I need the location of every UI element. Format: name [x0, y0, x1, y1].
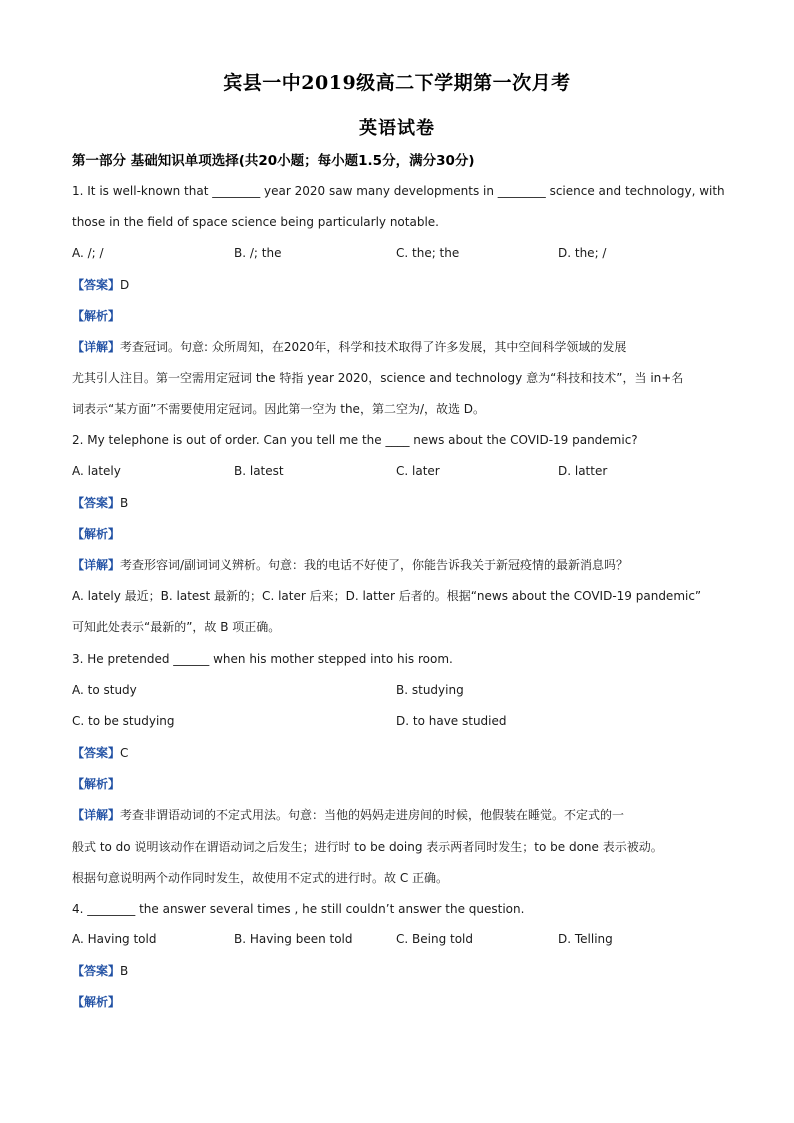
question-1-detail-line-1: [72, 339, 626, 355]
question-1-option-a: A. /; /: [72, 246, 104, 260]
detail-tag: 【详解】: [72, 340, 121, 354]
question-2-option-d: D. latter: [558, 464, 608, 478]
question-2-detail-line-1: [72, 557, 628, 573]
question-1-option-c: C. the; the: [396, 246, 460, 260]
answer-value: B: [120, 496, 129, 510]
question-3-option-c: C. to be studying: [72, 714, 175, 728]
analysis-tag: 【解析】: [72, 777, 121, 791]
question-4-option-d: D. Telling: [558, 932, 613, 946]
question-3-detail-line-2: 般式 to do 说明该动作在谓语动词之后发生；进行时 to be doing 表示两者同时发生；to be done 表示被动。: [72, 840, 663, 854]
answer-value: B: [120, 964, 129, 978]
question-3-detail-line-3: 根据句意说明两个动作同时发生，故使用不定式的进行时。故 C 正确。: [72, 871, 449, 885]
answer-tag: 【答案】: [72, 496, 121, 510]
question-2-stem: 2. My telephone is out of order. Can you tell me the ____ news about the COVID-19 pandemic?: [72, 433, 638, 447]
question-3-option-a: A. to study: [72, 683, 137, 697]
section-heading: 第一部分 基础知识单项选择(共20小题；每小题1.5分，满分30分): [72, 153, 475, 169]
answer-tag: 【答案】: [72, 964, 121, 978]
question-1-option-b: B. /; the: [234, 246, 282, 260]
question-4-option-c: C. Being told: [396, 932, 473, 946]
exam-subtitle: 英语试卷: [359, 118, 435, 139]
analysis-tag: 【解析】: [72, 527, 121, 541]
analysis-tag: 【解析】: [72, 309, 121, 323]
question-2-option-c: C. later: [396, 464, 440, 478]
question-4-option-a: A. Having told: [72, 932, 157, 946]
question-2-detail-line-2: A. lately 最近；B. latest 最新的；C. later 后来；D. latter 后者的。根据“news about the COVID-19 pandemic”: [72, 589, 702, 603]
question-4-option-b: B. Having been told: [234, 932, 353, 946]
question-1-stem-line-1: 1. It is well-known that ________ year 2020 saw many developments in ________ science and technology, with: [72, 184, 725, 198]
question-2-option-a: A. lately: [72, 464, 121, 478]
question-1-option-d: D. the; /: [558, 246, 607, 260]
question-4-answer: [72, 963, 128, 979]
question-2-answer: [72, 495, 128, 511]
detail-tag: 【详解】: [72, 808, 121, 822]
question-1-answer: [72, 277, 129, 293]
question-3-detail-line-1: [72, 807, 624, 823]
detail-tag: 【详解】: [72, 558, 121, 572]
question-4-analysis: [72, 994, 120, 1010]
answer-tag: 【答案】: [72, 746, 121, 760]
question-2-detail-line-3: 可知此处表示“最新的”，故 B 项正确。: [72, 620, 281, 634]
analysis-tag: 【解析】: [72, 995, 121, 1009]
question-4-stem: 4. ________ the answer several times , he still couldn’t answer the question.: [72, 902, 525, 916]
question-1-detail-line-2: 尤其引人注目。第一空需用定冠词 the 特指 year 2020，science and technology 意为“科技和技术”，当 in+名: [72, 371, 684, 385]
question-3-analysis: [72, 776, 120, 792]
detail-text: 考查形容词/副词词义辨析。句意：我的电话不好使了，你能告诉我关于新冠疫情的最新消息吗？: [120, 558, 629, 572]
detail-text: 考查冠词。句意: 众所周知，在2020年，科学和技术取得了许多发展，其中空间科学领域的发展: [120, 340, 627, 354]
answer-tag: 【答案】: [72, 278, 121, 292]
question-3-option-b: B. studying: [396, 683, 464, 697]
answer-value: D: [120, 278, 130, 292]
detail-text: 考查非谓语动词的不定式用法。句意：当他的妈妈走进房间的时候，他假装在睡觉。不定式的一: [120, 808, 625, 822]
question-1-analysis: [72, 308, 120, 324]
question-1-detail-line-3: 词表示“某方面”不需要使用定冠词。因此第一空为 the，第二空为/，故选 D。: [72, 402, 486, 416]
question-1-stem-line-2: those in the field of space science being particularly notable.: [72, 215, 439, 229]
exam-title: 宾县一中2019级高二下学期第一次月考: [223, 72, 571, 94]
question-3-answer: [72, 745, 128, 761]
answer-value: C: [120, 746, 129, 760]
question-2-option-b: B. latest: [234, 464, 284, 478]
question-2-analysis: [72, 526, 120, 542]
question-3-stem: 3. He pretended ______ when his mother stepped into his room.: [72, 652, 453, 666]
question-3-option-d: D. to have studied: [396, 714, 507, 728]
